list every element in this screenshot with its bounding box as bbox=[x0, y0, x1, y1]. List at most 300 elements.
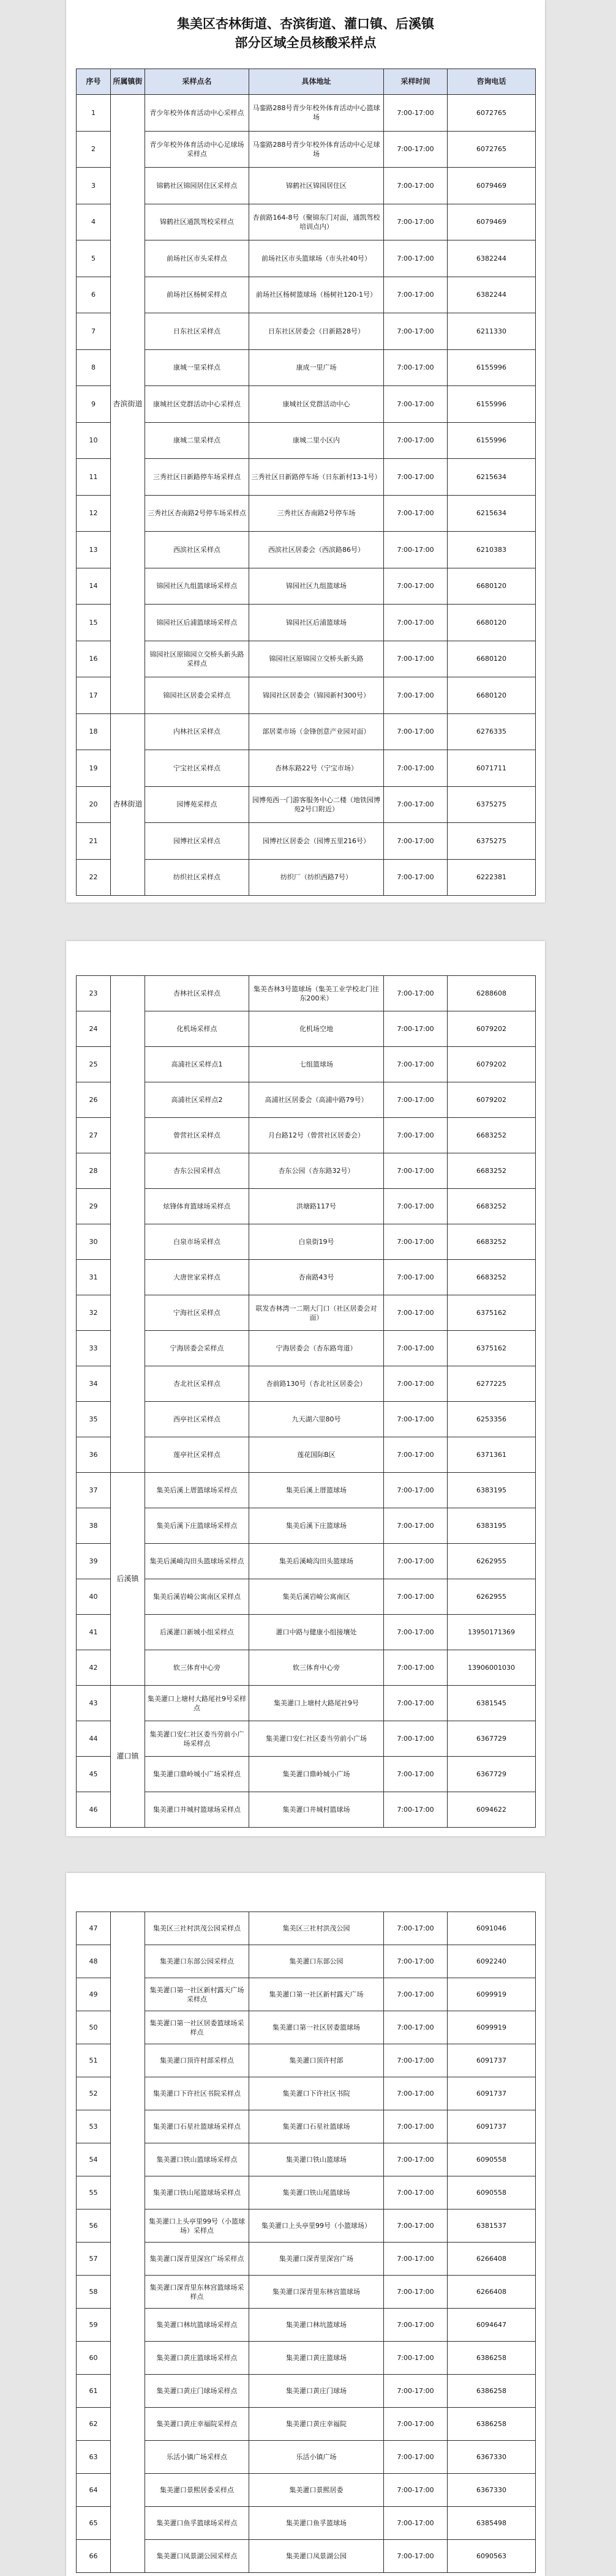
site-address: 锦园社区九组篮球场 bbox=[249, 568, 384, 605]
table-row bbox=[77, 2243, 536, 2276]
sampling-time: 7:00-17:00 bbox=[384, 240, 448, 277]
contact-phone: 6375275 bbox=[448, 786, 536, 823]
site-address: 日东社区居委会（日新路28号） bbox=[249, 313, 384, 350]
sampling-time: 7:00-17:00 bbox=[384, 1295, 448, 1331]
sampling-time: 7:00-17:00 bbox=[384, 1437, 448, 1473]
row-number: 59 bbox=[77, 2309, 111, 2342]
row-number: 61 bbox=[77, 2375, 111, 2408]
table-row bbox=[77, 1945, 536, 1978]
contact-phone: 6253356 bbox=[448, 1402, 536, 1437]
table-row bbox=[77, 1189, 536, 1224]
sampling-time: 7:00-17:00 bbox=[384, 1945, 448, 1978]
table-row bbox=[77, 568, 536, 605]
contact-phone: 6079202 bbox=[448, 1047, 536, 1082]
site-name: 集美后溪崎沟田头篮球场采样点 bbox=[145, 1544, 249, 1579]
sampling-time: 7:00-17:00 bbox=[384, 1118, 448, 1153]
site-name: 集美灌口东部公园采样点 bbox=[145, 1945, 249, 1978]
sampling-time: 7:00-17:00 bbox=[384, 2540, 448, 2573]
sampling-time: 7:00-17:00 bbox=[384, 2143, 448, 2176]
table-row bbox=[77, 1295, 536, 1331]
site-name: 集美灌口景熙居委采样点 bbox=[145, 2474, 249, 2507]
row-number: 45 bbox=[77, 1757, 111, 1792]
site-address: 康城二里小区内 bbox=[249, 422, 384, 459]
site-name: 集美灌口下许社区书院采样点 bbox=[145, 2077, 249, 2110]
site-address: 园博苑西一门游客服务中心二楼（地铁园博苑2号口附近） bbox=[249, 786, 384, 823]
table-row bbox=[77, 95, 536, 132]
row-number: 15 bbox=[77, 605, 111, 641]
row-number: 22 bbox=[77, 859, 111, 896]
row-number: 54 bbox=[77, 2143, 111, 2176]
site-name: 集美灌口鱼孚篮球场采样点 bbox=[145, 2507, 249, 2540]
site-address: 集美灌口鼎岭城小广场 bbox=[249, 1757, 384, 1792]
site-address: 联发杏林湾一二期大门口（社区居委会对面） bbox=[249, 1295, 384, 1331]
site-address: 宁海居委会（杏东路弯道） bbox=[249, 1331, 384, 1366]
contact-phone: 6680120 bbox=[448, 568, 536, 605]
row-number: 53 bbox=[77, 2110, 111, 2143]
sampling-time: 7:00-17:00 bbox=[384, 1579, 448, 1615]
site-name: 杏北社区采样点 bbox=[145, 1366, 249, 1402]
site-address: 集美灌口东部公园 bbox=[249, 1945, 384, 1978]
site-name: 西亭社区采样点 bbox=[145, 1402, 249, 1437]
row-number: 17 bbox=[77, 677, 111, 714]
site-name: 集美灌口顶许村部采样点 bbox=[145, 2044, 249, 2077]
district-cell bbox=[111, 1912, 145, 2573]
row-number: 56 bbox=[77, 2209, 111, 2243]
table-row bbox=[77, 605, 536, 641]
contact-phone: 6091737 bbox=[448, 2110, 536, 2143]
site-address: 集美灌口黄庄幸福院 bbox=[249, 2408, 384, 2441]
table-row bbox=[77, 313, 536, 350]
site-address: 马銮路288号青少年校外体育活动中心篮球场 bbox=[249, 95, 384, 132]
contact-phone: 6375162 bbox=[448, 1295, 536, 1331]
row-number: 25 bbox=[77, 1047, 111, 1082]
row-number: 9 bbox=[77, 386, 111, 423]
site-name: 宁海居委会采样点 bbox=[145, 1331, 249, 1366]
contact-phone: 6683252 bbox=[448, 1153, 536, 1189]
row-number: 48 bbox=[77, 1945, 111, 1978]
sampling-time: 7:00-17:00 bbox=[384, 131, 448, 168]
site-address: 纺织厂（纺织西路7号） bbox=[249, 859, 384, 896]
site-name: 锦园社区后浦篮球场采样点 bbox=[145, 605, 249, 641]
site-name: 康城一里采样点 bbox=[145, 349, 249, 386]
site-address: 集美灌口井城村篮球场 bbox=[249, 1792, 384, 1828]
document-page-3 bbox=[66, 1873, 545, 2576]
contact-phone: 6266408 bbox=[448, 2276, 536, 2309]
sampling-time: 7:00-17:00 bbox=[384, 677, 448, 714]
site-address: 集美后溪崎沟田头篮球场 bbox=[249, 1544, 384, 1579]
sampling-time: 7:00-17:00 bbox=[384, 568, 448, 605]
contact-phone: 13950171369 bbox=[448, 1615, 536, 1650]
row-number: 14 bbox=[77, 568, 111, 605]
contact-phone: 6371361 bbox=[448, 1437, 536, 1473]
site-name: 集美后溪上厝篮球场采样点 bbox=[145, 1473, 249, 1508]
column-header: 采样时间 bbox=[384, 69, 448, 95]
site-address: 锦园社区居委会（锦园新村300号） bbox=[249, 677, 384, 714]
site-name: 集美灌口上塘村大路尾社9号采样点 bbox=[145, 1686, 249, 1721]
site-address: 杏林东路22号（宁宝市场） bbox=[249, 750, 384, 787]
contact-phone: 6382244 bbox=[448, 277, 536, 313]
site-address: 集美灌口林坑篮球场 bbox=[249, 2309, 384, 2342]
sampling-time: 7:00-17:00 bbox=[384, 859, 448, 896]
table-row bbox=[77, 1508, 536, 1544]
site-name: 化机场采样点 bbox=[145, 1011, 249, 1047]
row-number: 6 bbox=[77, 277, 111, 313]
sampling-time: 7:00-17:00 bbox=[384, 1189, 448, 1224]
sampling-time: 7:00-17:00 bbox=[384, 976, 448, 1011]
site-address: 集美杏林3号篮球场（集美工业学校北门往东200米） bbox=[249, 976, 384, 1011]
site-name: 集美后溪下庄篮球场采样点 bbox=[145, 1508, 249, 1544]
sampling-time: 7:00-17:00 bbox=[384, 605, 448, 641]
contact-phone: 6683252 bbox=[448, 1224, 536, 1260]
site-address: 集美灌口黄庄篮球场 bbox=[249, 2342, 384, 2375]
table-row bbox=[77, 1366, 536, 1402]
contact-phone: 6386258 bbox=[448, 2375, 536, 2408]
site-address: 集美灌口铁山篮球场 bbox=[249, 2143, 384, 2176]
contact-phone: 6079202 bbox=[448, 1082, 536, 1118]
sampling-time: 7:00-17:00 bbox=[384, 2044, 448, 2077]
sampling-time: 7:00-17:00 bbox=[384, 1686, 448, 1721]
table-row bbox=[77, 1260, 536, 1295]
column-header: 所属镇街 bbox=[111, 69, 145, 95]
site-address: 集美灌口铁山尾篮球场 bbox=[249, 2176, 384, 2209]
row-number: 65 bbox=[77, 2507, 111, 2540]
site-address: 三秀社区日新路停车场（日东新村13-1号） bbox=[249, 459, 384, 496]
table-row bbox=[77, 2176, 536, 2209]
document-title-line-1: 集美区杏林街道、杏滨街道、灌口镇、后溪镇 bbox=[177, 17, 434, 31]
contact-phone: 6215634 bbox=[448, 495, 536, 532]
site-name: 曾营社区采样点 bbox=[145, 1118, 249, 1153]
contact-phone: 13906001030 bbox=[448, 1650, 536, 1686]
sampling-time: 7:00-17:00 bbox=[384, 2408, 448, 2441]
table-row bbox=[77, 641, 536, 677]
site-name: 集美灌口黄庄篮球场采样点 bbox=[145, 2342, 249, 2375]
table-row bbox=[77, 1757, 536, 1792]
site-name: 宁海社区采样点 bbox=[145, 1295, 249, 1331]
row-number: 41 bbox=[77, 1615, 111, 1650]
site-name: 集美灌口鼎岭城小广场采样点 bbox=[145, 1757, 249, 1792]
sampling-time: 7:00-17:00 bbox=[384, 2110, 448, 2143]
table-row bbox=[77, 976, 536, 1011]
site-name: 集美灌口林坑篮球场采样点 bbox=[145, 2309, 249, 2342]
contact-phone: 6099919 bbox=[448, 2011, 536, 2044]
table-row bbox=[77, 1978, 536, 2011]
sampling-time: 7:00-17:00 bbox=[384, 750, 448, 787]
row-number: 46 bbox=[77, 1792, 111, 1828]
site-name: 锦园社区九组篮球场采样点 bbox=[145, 568, 249, 605]
column-header: 序号 bbox=[77, 69, 111, 95]
contact-phone: 6683252 bbox=[448, 1118, 536, 1153]
sampling-time: 7:00-17:00 bbox=[384, 2375, 448, 2408]
sampling-time: 7:00-17:00 bbox=[384, 2077, 448, 2110]
district-cell: 杏滨街道 bbox=[111, 95, 145, 714]
table-row bbox=[77, 1118, 536, 1153]
site-address: 集美灌口凤景湖公园 bbox=[249, 2540, 384, 2573]
sampling-time: 7:00-17:00 bbox=[384, 713, 448, 750]
site-name: 乐活小镇广场采样点 bbox=[145, 2441, 249, 2474]
contact-phone: 6680120 bbox=[448, 677, 536, 714]
sampling-time: 7:00-17:00 bbox=[384, 1153, 448, 1189]
site-address: 锦鹤社区锦园居住区 bbox=[249, 168, 384, 204]
row-number: 16 bbox=[77, 641, 111, 677]
document-page-2 bbox=[66, 941, 545, 1836]
table-row bbox=[77, 750, 536, 787]
site-address: 灌口中路与健康小组接壤处 bbox=[249, 1615, 384, 1650]
table-row bbox=[77, 1912, 536, 1945]
site-name: 锦园社区居委会采样点 bbox=[145, 677, 249, 714]
row-number: 39 bbox=[77, 1544, 111, 1579]
site-address: 园博社区居委会（园博五里216号） bbox=[249, 823, 384, 860]
sampling-sites-table-part-3 bbox=[76, 1912, 536, 2573]
sampling-time: 7:00-17:00 bbox=[384, 1721, 448, 1757]
site-name: 集美灌口凤景湖公园采样点 bbox=[145, 2540, 249, 2573]
site-name: 集美灌口铁山尾篮球场采样点 bbox=[145, 2176, 249, 2209]
site-address: 部居菜市场（金锋创意产业园对面） bbox=[249, 713, 384, 750]
contact-phone: 6381537 bbox=[448, 2209, 536, 2243]
contact-phone: 6385498 bbox=[448, 2507, 536, 2540]
column-header: 咨询电话 bbox=[448, 69, 536, 95]
contact-phone: 6367330 bbox=[448, 2441, 536, 2474]
table-row bbox=[77, 386, 536, 423]
site-name: 集美灌口井城村篮球场采样点 bbox=[145, 1792, 249, 1828]
row-number: 8 bbox=[77, 349, 111, 386]
table-row bbox=[77, 1544, 536, 1579]
table-row bbox=[77, 2375, 536, 2408]
row-number: 26 bbox=[77, 1082, 111, 1118]
table-row bbox=[77, 2474, 536, 2507]
site-address: 洪塘路117号 bbox=[249, 1189, 384, 1224]
row-number: 62 bbox=[77, 2408, 111, 2441]
table-row bbox=[77, 131, 536, 168]
row-number: 5 bbox=[77, 240, 111, 277]
table-row bbox=[77, 2044, 536, 2077]
site-name: 高浦社区采样点2 bbox=[145, 1082, 249, 1118]
sampling-time: 7:00-17:00 bbox=[384, 1402, 448, 1437]
table-row bbox=[77, 2110, 536, 2143]
site-name: 炫锋体育篮球场采样点 bbox=[145, 1189, 249, 1224]
site-name: 锦鹤社区锦园居住区采样点 bbox=[145, 168, 249, 204]
contact-phone: 6382244 bbox=[448, 240, 536, 277]
site-address: 九天湖六里80号 bbox=[249, 1402, 384, 1437]
table-row bbox=[77, 859, 536, 896]
sampling-time: 7:00-17:00 bbox=[384, 532, 448, 568]
sampling-sites-table-part-1 bbox=[76, 69, 536, 896]
table-row bbox=[77, 168, 536, 204]
row-number: 38 bbox=[77, 1508, 111, 1544]
district-cell bbox=[111, 976, 145, 1473]
site-address: 西滨社区居委会（西滨路86号） bbox=[249, 532, 384, 568]
row-number: 58 bbox=[77, 2276, 111, 2309]
sampling-time: 7:00-17:00 bbox=[384, 386, 448, 423]
site-address: 康城社区党群活动中心 bbox=[249, 386, 384, 423]
sampling-time: 7:00-17:00 bbox=[384, 2243, 448, 2276]
row-number: 32 bbox=[77, 1295, 111, 1331]
site-name: 三秀社区日新路停车场采样点 bbox=[145, 459, 249, 496]
site-name: 软三体育中心旁 bbox=[145, 1650, 249, 1686]
row-number: 20 bbox=[77, 786, 111, 823]
table-row bbox=[77, 1011, 536, 1047]
sampling-time: 7:00-17:00 bbox=[384, 1011, 448, 1047]
table-row bbox=[77, 240, 536, 277]
contact-phone: 6090558 bbox=[448, 2143, 536, 2176]
row-number: 13 bbox=[77, 532, 111, 568]
site-name: 锦园社区原锦园立交桥头新头路采样点 bbox=[145, 641, 249, 677]
sampling-time: 7:00-17:00 bbox=[384, 1757, 448, 1792]
site-name: 前场社区杨树采样点 bbox=[145, 277, 249, 313]
contact-phone: 6155996 bbox=[448, 422, 536, 459]
site-address: 三秀社区杏南路2号停车场 bbox=[249, 495, 384, 532]
sampling-time: 7:00-17:00 bbox=[384, 2176, 448, 2209]
site-address: 前场社区市头篮球场（市头社40号） bbox=[249, 240, 384, 277]
contact-phone: 6155996 bbox=[448, 386, 536, 423]
table-row bbox=[77, 2309, 536, 2342]
row-number: 50 bbox=[77, 2011, 111, 2044]
sampling-time: 7:00-17:00 bbox=[384, 313, 448, 350]
site-address: 集美区三社村洪茂公园 bbox=[249, 1912, 384, 1945]
district-cell: 灌口镇 bbox=[111, 1686, 145, 1828]
district-cell: 后溪镇 bbox=[111, 1473, 145, 1686]
contact-phone: 6094622 bbox=[448, 1792, 536, 1828]
sampling-time: 7:00-17:00 bbox=[384, 1912, 448, 1945]
contact-phone: 6072765 bbox=[448, 131, 536, 168]
site-address: 集美灌口第一社区居委篮球场 bbox=[249, 2011, 384, 2044]
contact-phone: 6367729 bbox=[448, 1721, 536, 1757]
sampling-time: 7:00-17:00 bbox=[384, 1792, 448, 1828]
contact-phone: 6683252 bbox=[448, 1260, 536, 1295]
row-number: 42 bbox=[77, 1650, 111, 1686]
sampling-time: 7:00-17:00 bbox=[384, 1260, 448, 1295]
site-address: 软三体育中心旁 bbox=[249, 1650, 384, 1686]
row-number: 44 bbox=[77, 1721, 111, 1757]
row-number: 43 bbox=[77, 1686, 111, 1721]
sampling-sites-table-part-2 bbox=[76, 975, 536, 1828]
site-name: 康城二里采样点 bbox=[145, 422, 249, 459]
site-address: 七组篮球场 bbox=[249, 1047, 384, 1082]
site-address: 马銮路288号青少年校外体育活动中心足球场 bbox=[249, 131, 384, 168]
table-row bbox=[77, 1402, 536, 1437]
sampling-time: 7:00-17:00 bbox=[384, 1047, 448, 1082]
sampling-time: 7:00-17:00 bbox=[384, 277, 448, 313]
contact-phone: 6386258 bbox=[448, 2342, 536, 2375]
sampling-time: 7:00-17:00 bbox=[384, 1473, 448, 1508]
document-title-line-2: 部分区域全员核酸采样点 bbox=[235, 35, 377, 50]
contact-phone: 6091737 bbox=[448, 2077, 536, 2110]
site-name: 集美灌口黄庄幸福院采样点 bbox=[145, 2408, 249, 2441]
row-number: 19 bbox=[77, 750, 111, 787]
site-name: 青少年校外体育活动中心足球场采样点 bbox=[145, 131, 249, 168]
contact-phone: 6215634 bbox=[448, 459, 536, 496]
table-row bbox=[77, 204, 536, 240]
row-number: 4 bbox=[77, 204, 111, 240]
sampling-time: 7:00-17:00 bbox=[384, 2342, 448, 2375]
table-row bbox=[77, 349, 536, 386]
row-number: 30 bbox=[77, 1224, 111, 1260]
contact-phone: 6680120 bbox=[448, 605, 536, 641]
site-address: 集美灌口黄庄门球场 bbox=[249, 2375, 384, 2408]
site-address: 集美灌口上塘村大路尾社9号 bbox=[249, 1686, 384, 1721]
contact-phone: 6262955 bbox=[448, 1544, 536, 1579]
table-row bbox=[77, 277, 536, 313]
table-row bbox=[77, 2408, 536, 2441]
row-number: 51 bbox=[77, 2044, 111, 2077]
site-name: 集美灌口第一社区新村露天广场采样点 bbox=[145, 1978, 249, 2011]
contact-phone: 6079469 bbox=[448, 204, 536, 240]
row-number: 3 bbox=[77, 168, 111, 204]
table-row bbox=[77, 1650, 536, 1686]
sampling-time: 7:00-17:00 bbox=[384, 168, 448, 204]
site-name: 青少年校外体育活动中心采样点 bbox=[145, 95, 249, 132]
site-address: 康成一里广场 bbox=[249, 349, 384, 386]
row-number: 36 bbox=[77, 1437, 111, 1473]
sampling-time: 7:00-17:00 bbox=[384, 1366, 448, 1402]
row-number: 7 bbox=[77, 313, 111, 350]
site-address: 乐活小镇广场 bbox=[249, 2441, 384, 2474]
sampling-time: 7:00-17:00 bbox=[384, 2209, 448, 2243]
site-name: 集美灌口深青里东林宫篮球场采样点 bbox=[145, 2276, 249, 2309]
column-header: 具体地址 bbox=[249, 69, 384, 95]
site-address: 集美灌口深青里深宫广场 bbox=[249, 2243, 384, 2276]
contact-phone: 6211330 bbox=[448, 313, 536, 350]
table-row bbox=[77, 1721, 536, 1757]
site-name: 集美灌口上头亭里99号（小篮球场）采样点 bbox=[145, 2209, 249, 2243]
sampling-time: 7:00-17:00 bbox=[384, 2276, 448, 2309]
site-name: 园博社区采样点 bbox=[145, 823, 249, 860]
row-number: 49 bbox=[77, 1978, 111, 2011]
table-row bbox=[77, 2143, 536, 2176]
table-row bbox=[77, 677, 536, 714]
site-name: 西滨社区采样点 bbox=[145, 532, 249, 568]
site-name: 锦鹤社区通凯驾校采样点 bbox=[145, 204, 249, 240]
row-number: 55 bbox=[77, 2176, 111, 2209]
row-number: 10 bbox=[77, 422, 111, 459]
row-number: 35 bbox=[77, 1402, 111, 1437]
sampling-time: 7:00-17:00 bbox=[384, 1508, 448, 1544]
table-row bbox=[77, 2276, 536, 2309]
contact-phone: 6262955 bbox=[448, 1579, 536, 1615]
contact-phone: 6367330 bbox=[448, 2474, 536, 2507]
site-address: 杏前路130号（杏北社区居委会） bbox=[249, 1366, 384, 1402]
sampling-time: 7:00-17:00 bbox=[384, 459, 448, 496]
site-address: 集美灌口石星社篮球场 bbox=[249, 2110, 384, 2143]
table-row bbox=[77, 1579, 536, 1615]
site-name: 集美区三社村洪茂公园采样点 bbox=[145, 1912, 249, 1945]
site-address: 集美灌口安仁社区委当劳前小广场 bbox=[249, 1721, 384, 1757]
row-number: 63 bbox=[77, 2441, 111, 2474]
column-header: 采样点名 bbox=[145, 69, 249, 95]
site-address: 集美后溪上厝篮球场 bbox=[249, 1473, 384, 1508]
contact-phone: 6090558 bbox=[448, 2176, 536, 2209]
row-number: 37 bbox=[77, 1473, 111, 1508]
table-row bbox=[77, 1473, 536, 1508]
site-name: 集美灌口黄庄门球场采样点 bbox=[145, 2375, 249, 2408]
district-cell: 杏林街道 bbox=[111, 713, 145, 896]
sampling-time: 7:00-17:00 bbox=[384, 641, 448, 677]
site-name: 园博苑采样点 bbox=[145, 786, 249, 823]
site-address: 锦园社区原锦园立交桥头新头路 bbox=[249, 641, 384, 677]
table-row bbox=[77, 2540, 536, 2573]
site-address: 集美灌口鱼孚篮球场 bbox=[249, 2507, 384, 2540]
sampling-time: 7:00-17:00 bbox=[384, 422, 448, 459]
row-number: 1 bbox=[77, 95, 111, 132]
contact-phone: 6383195 bbox=[448, 1508, 536, 1544]
row-number: 12 bbox=[77, 495, 111, 532]
site-address: 莲花国际B区 bbox=[249, 1437, 384, 1473]
contact-phone: 6266408 bbox=[448, 2243, 536, 2276]
site-name: 杏林社区采样点 bbox=[145, 976, 249, 1011]
row-number: 27 bbox=[77, 1118, 111, 1153]
contact-phone: 6375162 bbox=[448, 1331, 536, 1366]
site-address: 集美灌口顶许村部 bbox=[249, 2044, 384, 2077]
site-name: 日东社区采样点 bbox=[145, 313, 249, 350]
